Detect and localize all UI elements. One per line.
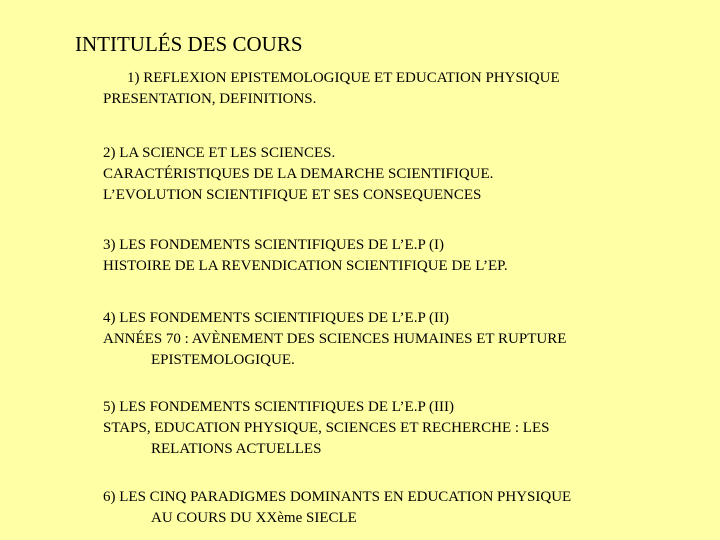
course-heading: 4) LES FONDEMENTS SCIENTIFIQUES DE L’E.P (II) (103, 310, 449, 326)
course-detail: HISTOIRE DE LA REVENDICATION SCIENTIFIQUE DE L’EP. (103, 258, 508, 274)
course-detail: AU COURS DU XXème SIECLE (151, 510, 357, 526)
course-heading: 3) LES FONDEMENTS SCIENTIFIQUES DE L’E.P (I) (103, 237, 444, 253)
course-heading: 6) LES CINQ PARADIGMES DOMINANTS EN EDUCATION PHYSIQUE (103, 489, 572, 505)
course-item-6 (103, 487, 571, 529)
course-heading: 1) REFLEXION EPISTEMOLOGIQUE ET EDUCATION PHYSIQUE (127, 70, 560, 86)
course-item-5 (103, 397, 549, 460)
course-heading: 5) LES FONDEMENTS SCIENTIFIQUES DE L’E.P (III) (103, 399, 454, 415)
course-detail: L’EVOLUTION SCIENTIFIQUE ET SES CONSEQUENCES (103, 187, 482, 203)
course-detail: PRESENTATION, DEFINITIONS. (103, 91, 317, 107)
course-item-2 (103, 143, 493, 206)
course-detail: EPISTEMOLOGIQUE. (151, 352, 295, 368)
course-detail: CARACTÉRISTIQUES DE LA DEMARCHE SCIENTIFIQUE. (103, 166, 494, 182)
course-item-1 (103, 68, 560, 110)
course-item-3 (103, 235, 508, 277)
course-heading: 2) LA SCIENCE ET LES SCIENCES. (103, 145, 336, 161)
slide-title: INTITULÉS DES COURS (75, 32, 303, 56)
course-item-4 (103, 308, 566, 371)
course-detail: RELATIONS ACTUELLES (151, 441, 322, 457)
course-detail: ANNÉES 70 : AVÈNEMENT DES SCIENCES HUMAINES ET RUPTURE (103, 331, 567, 347)
course-detail: STAPS, EDUCATION PHYSIQUE, SCIENCES ET RECHERCHE : LES (103, 420, 550, 436)
